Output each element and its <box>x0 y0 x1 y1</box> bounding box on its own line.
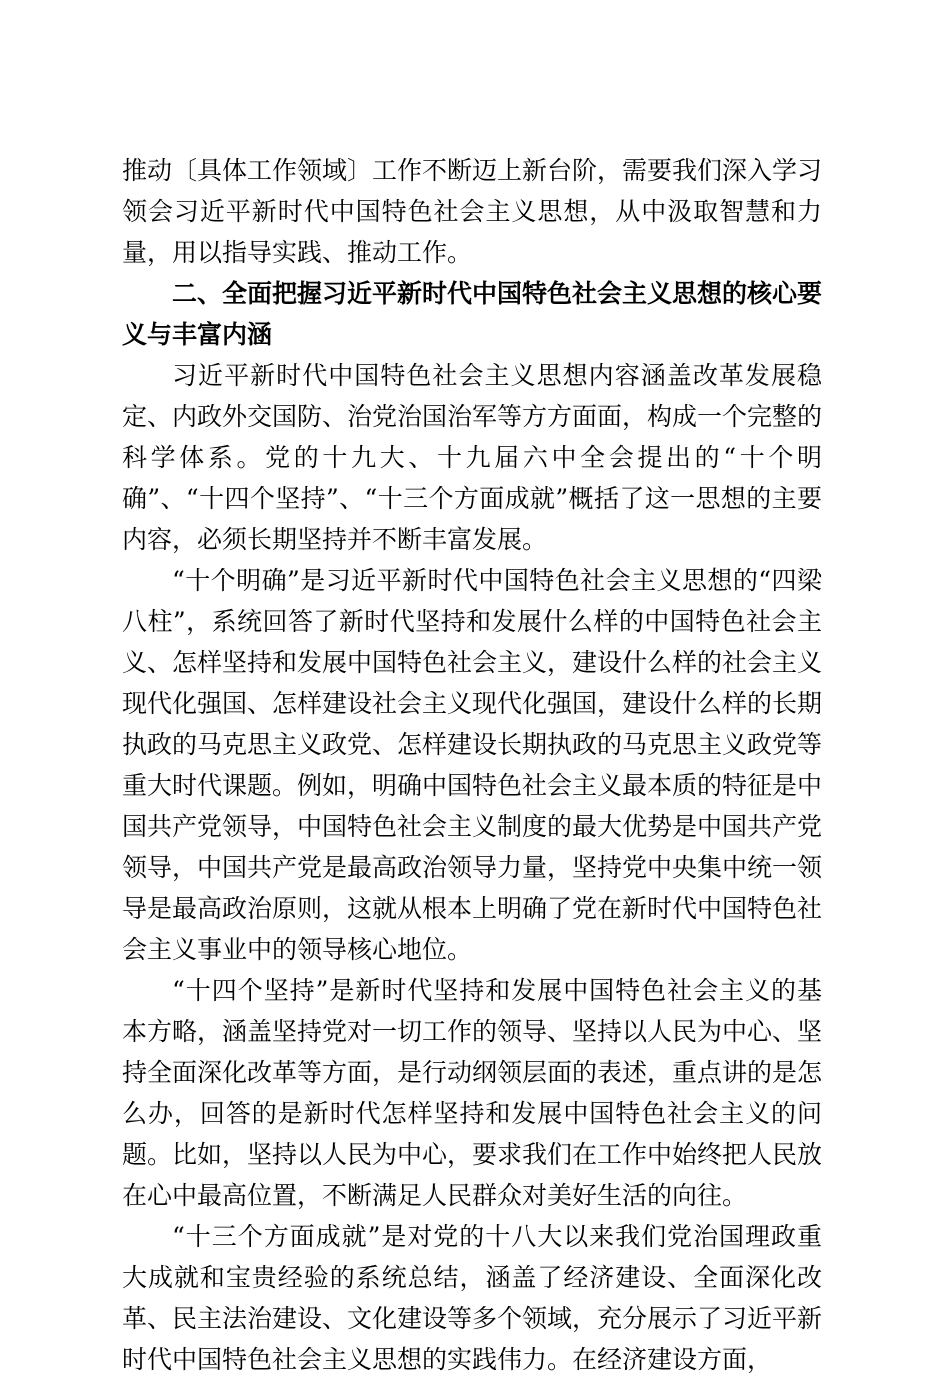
paragraph-thirteen-achievements: “十三个方面成就”是对党的十八大以来我们党治国理政重大成就和宝贵经验的系统总结，涵盖了经济建设、全面深化改革、民主法治建设、文化建设等多个领域，充分展示了习近平新时代中国特色社会主义思想的实践伟力。在经济建设方面， <box>122 1222 823 1374</box>
paragraph-intro-continuation: 推动〔具体工作领域〕工作不断迈上新台阶，需要我们深入学习领会习近平新时代中国特色社会主义思想，从中汲取智慧和力量，用以指导实践、推动工作。 <box>122 156 823 267</box>
paragraph-ten-clarifications: “十个明确”是习近平新时代中国特色社会主义思想的“四梁八柱”，系统回答了新时代坚持和发展什么样的中国特色社会主义、怎样坚持和发展中国特色社会主义，建设什么样的社会主义现代化强国、怎样建设社会主义现代化强国，建设什么样的长期执政的马克思主义政党、怎样建设长期执政的马克思主义政党等重大时代课题。例如，明确中国特色社会主义最本质的特征是中国共产党领导，中国特色社会主义制度的最大优势是中国共产党领导，中国共产党是最高政治领导力量，坚持党中央集中统一领导是最高政治原则，这就从根本上明确了党在新时代中国特色社会主义事业中的领导核心地位。 <box>122 566 823 964</box>
paragraph-overview: 习近平新时代中国特色社会主义思想内容涵盖改革发展稳定、内政外交国防、治党治国治军等方方面面，构成一个完整的科学体系。党的十九大、十九届六中全会提出的“十个明确”、“十四个坚持”、“十三个方面成就”概括了这一思想的主要内容，必须长期坚持并不断丰富发展。 <box>122 361 823 554</box>
paragraph-fourteen-adherences: “十四个坚持”是新时代坚持和发展中国特色社会主义的基本方略，涵盖坚持党对一切工作的领导、坚持以人民为中心、坚持全面深化改革等方面，是行动纲领层面的表述，重点讲的是怎么办，回答的是新时代怎样坚持和发展中国特色社会主义的问题。比如，坚持以人民为中心，要求我们在工作中始终把人民放在心中最高位置，不断满足人民群众对美好生活的向往。 <box>122 976 823 1210</box>
section-heading: 二、全面把握习近平新时代中国特色社会主义思想的核心要义与丰富内涵 <box>122 279 823 349</box>
document-body <box>122 150 822 1380</box>
